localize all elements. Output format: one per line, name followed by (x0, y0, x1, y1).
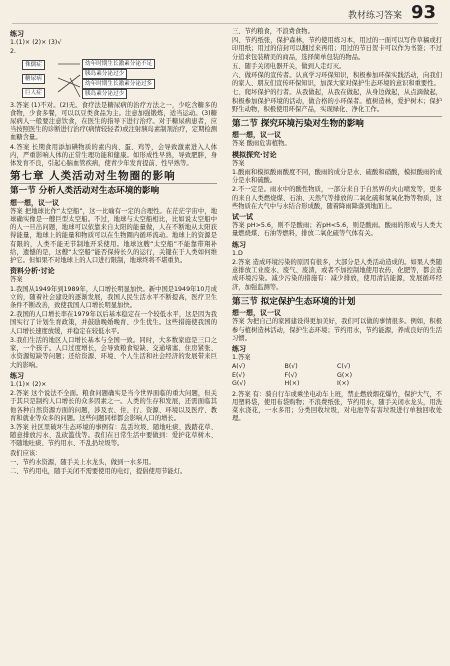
section-3-title: 第三节 拟定保护生态环境的计划 (232, 296, 356, 307)
practice-heading-3: 练习 (232, 240, 246, 249)
practice-heading: 练习 (10, 30, 24, 38)
simulation-answer-2: 2.不一定是。雨水中的酸性物质，一部分来自于自然界的火山喷发等，更多的来自人类燃烧煤、石油、天然气等排放的二氧化硫和氮氧化物等物质，这些物质在大气中与水结合形成酸，随着降雨降落到地面上。 (232, 186, 442, 210)
grid-cell: G(×) (337, 371, 353, 379)
grid-cell (390, 372, 443, 380)
right-item-7: 七、爬坏保护的行者。从我做起，从我在做起，从身边做起，从点滴做起，积极参加保护环境的活动，做合格的小环保者。植树造林，爱护树木；保护野生动物，积极使用环保产品，实现绿化、净化工作。 (232, 89, 442, 113)
practice-answer-3d: 二、节约用电，随手关闭不需要使用的电灯，提倡使用节能灯。 (10, 467, 187, 475)
grid-cell: B(√) (284, 363, 298, 371)
matching-diagram (10, 59, 217, 99)
left-column (10, 28, 217, 477)
grid-cell: G(√) (232, 380, 246, 388)
think2-heading: 想一想，议一议 (232, 131, 281, 140)
material-answer-3: 3.我们生活的地区人口增长基本与全国一致。同时，大多数家庭是三口之家，一个孩子。人口过度增长，会导致粮食短缺、交通堵塞、住房紧张、水资源短缺等问题；还给资源、环境、个人生活和社会经济的发展带来巨大的影响。 (10, 336, 217, 369)
answer-4: 4.答案 长期食用添加碘物质的素内肉、蛋、鸡等，会导致激素进入人体内，严重影响人体的正常生理功能和健康。如形成性早熟，导致肥胖，身体发育不良，引起心脑血管疾病，使青少年发育提前、性早熟等。 (10, 143, 217, 168)
think3-heading: 想一想，议一议 (232, 309, 281, 318)
simulation-heading: 模拟探究·讨论 (232, 150, 277, 159)
think3-answer: 答案 为把自己的家园建设得更加美好，我们可以做的事情很多。例如，积极参与植树造林活动，保护生态环境；节约用水，节约能源，养成良好的生活习惯。 (232, 318, 442, 342)
grid-cell: H(×) (284, 380, 300, 388)
grid-cell: F(√) (284, 371, 298, 379)
practice-answer-1: 1.(1)× (2)× (10, 380, 47, 388)
practice-heading-2: 练习 (10, 371, 24, 380)
tryout-heading: 试一试 (232, 213, 253, 222)
simulation-answer-label: 答案 (232, 159, 245, 167)
answer-3: 3.答案 (1)不对。(2)无。食疗法是糖尿病的治疗方法之一，少吃含糖多的食物，少食多餐，可以以豆类食品为主。注意加强锻炼，适当运动。(3)糖尿病人一般要注意饮食，在医生的指导下进行治疗。对于糖尿病患者，应当按照医生的诊断进行治疗(病情较轻者)或注射胰岛素制剂治疗，定期检测血糖含量。 (10, 101, 217, 142)
tryout-answer: 答案 pH>5.6，则不是酸雨；若pH<5.6，则是酸雨。酸雨的形成与人类大量燃烧煤、石油等燃料，排放二氧化硫等气体有关。 (232, 222, 442, 238)
right-item-6: 六、做环保的宣传者。认真学习环保知识，积极参加环保实践活动，向我们的家人、朋友们宣传环保知识，加深大家对保护生态环境的意识和重要性。 (232, 72, 442, 88)
grid-cell: A(√) (232, 363, 246, 371)
practice4-answer-1-label: 1.答案 (232, 354, 251, 362)
think-heading: 想一想，议一议 (10, 198, 59, 207)
diagram-right-item-4: 胰岛素分泌过少 (82, 89, 127, 99)
diagram-right-item-3: 幼年时期生长激素分泌过多 (82, 79, 155, 89)
page-header (0, 0, 450, 26)
answer-2-label: 2. (10, 48, 17, 56)
section-2-title: 第二节 探究环境污染对生物的影响 (232, 119, 364, 130)
practice3-answer-1: 1.D (232, 249, 243, 257)
grid-cell (390, 363, 443, 371)
think-answer: 答案 把地球比作“太空船”，这一比喻有一定的合理性。在茫茫宇宙中，地球确实像是一艘巨型太空船。不过，地球与太空船相比，比如说太空船中的人一旦出问题，地球可以依靠来自太阳的能量做，人在不断地从太阳获得能量，地球上的能量和物质可以在生物圈内循环流动。地球上的资源是有限的，人类不能无节制地开采使用。地球这艘“太空船”不能靠带翔补给，遗憾的是，这艘“太空船”能否保持长久的运行，关键在于人类如何维护它。但如果不对地球上的人口进行限制，地球终将不堪重负。 (10, 207, 217, 265)
grid-cell (390, 380, 443, 388)
right-column (232, 28, 442, 424)
think2-answer: 答案 酸雨危害植物。 (232, 140, 291, 148)
section-divider-3 (232, 294, 442, 295)
practice-answer-3b: 我们应该： (10, 449, 42, 457)
grid-cell: E(√) (232, 371, 245, 379)
diagram-left-item-3: 巨人症 (22, 88, 45, 98)
section-divider-2 (232, 116, 442, 117)
practice-answer-3: 3.答案 社区里破坏生态环境的事例有：乱丢垃圾、随地吐痰、践踏花草、随意排放污水、乱砍滥伐等。我们在日常生活中要做到：爱护花草树木、不随地吐痰、节约用水、不乱扔垃圾等。 (10, 423, 217, 448)
header-divider (12, 23, 438, 24)
practice-heading-4: 练习 (232, 344, 246, 353)
right-item-3: 三、节约粮食，不浪费食物。 (232, 28, 314, 35)
material-answer-2: 2.我国的人口增长率在1979年以后基本稳定在一个较低水平，这是因为我国实行了计划生育政策，并鼓励晚婚晚育、少生优生。这些措施使我国的人口增长速度放缓，并稳定在较低水平。 (10, 311, 217, 335)
practice3-answer-2: 2.答案 造成环境污染的原因有很多，大部分是人类活动造成的。如果人类随意排放工业废水、废气、废渣，或者不加控制地使用农药、化肥等，都会造成环境污染。减少污染的措施有：减少排放，使用清洁能源，发展循环经济，加强监测等。 (232, 259, 442, 291)
right-item-4: 四、节约纸张，保护森林，节约使用练习本，用过的一面可以写作草稿或打印用纸；用过的信封可以翻过来再用；用过的节日贺卡可以作为书签；不过分追求包装精美的商品，选择简单包装的物品。 (232, 37, 442, 61)
material-heading: 资料分析·讨论 (10, 267, 55, 276)
answer-1: 1.(1)× (2)× (3)√ (10, 39, 62, 47)
diagram-left-item-2: 糖尿病 (22, 74, 45, 84)
diagram-right-item-1: 幼年时期生长激素分泌不足 (82, 59, 155, 69)
judgment-grid (232, 363, 442, 388)
grid-cell: I(×) (337, 380, 350, 388)
material-answer-label: 答案 (10, 276, 23, 284)
chapter-title: 第七章 人类活动对生物圈的影响 (10, 170, 176, 183)
diagram-left-item-1: 侏儒症 (22, 60, 45, 70)
page-number: 93 (410, 2, 436, 23)
section-1-title: 第一节 分析人类活动对生态环境的影响 (10, 186, 160, 197)
right-item-5: 五、随手关闭电器开关，做到人走灯灭。 (232, 62, 346, 70)
section-divider (10, 183, 217, 184)
grid-cell: C(√) (337, 363, 351, 371)
simulation-answer-1: 1.酸雨和模拟酸雨酸度不同，酸雨的成分是水、硫酸和硝酸，模拟酸雨的成分是水和硫酸。 (232, 169, 442, 185)
practice4-answer-2: 2.答案 有：骑自行车或乘坐电动车上班，禁止燃放烟花爆竹，保护大气，不用塑料袋，使用布袋购物；不浪费纸张，节约用水，随手关闭水龙头，用洗菜水浇花，一水多用；分类回收垃圾，对电池等有害垃圾进行单独回收处理。 (232, 390, 442, 423)
practice-answer-2: 2.答案 这个说法不全面。粮食问题确实是当今世界面临的重大问题，但关于其只是制约人口增长的众多因素之一。人类的生存和发展，还需面临其他各种自然资源方面的问题，涉及衣、住、行、资源、环境以及医疗、教育和就业等众多的问题。这些问题同样都会影响人口的增长。 (10, 390, 217, 422)
diagram-right-item-2: 胰岛素分泌过少 (82, 69, 127, 79)
header-title: 教材练习答案 (347, 11, 402, 21)
practice-answer-3c: 一、节约水资源，随手关上水龙头，做到一水多用。 (10, 458, 155, 466)
material-answer-1: 1.我国从1949年到1989年，人口增长明显加快。新中国是1949年10月成立的，随着社会建设的逐渐发展，我国人民生活水平不断提高，医疗卫生条件不断改善，致使我国人口增长明显加快。 (10, 285, 217, 310)
